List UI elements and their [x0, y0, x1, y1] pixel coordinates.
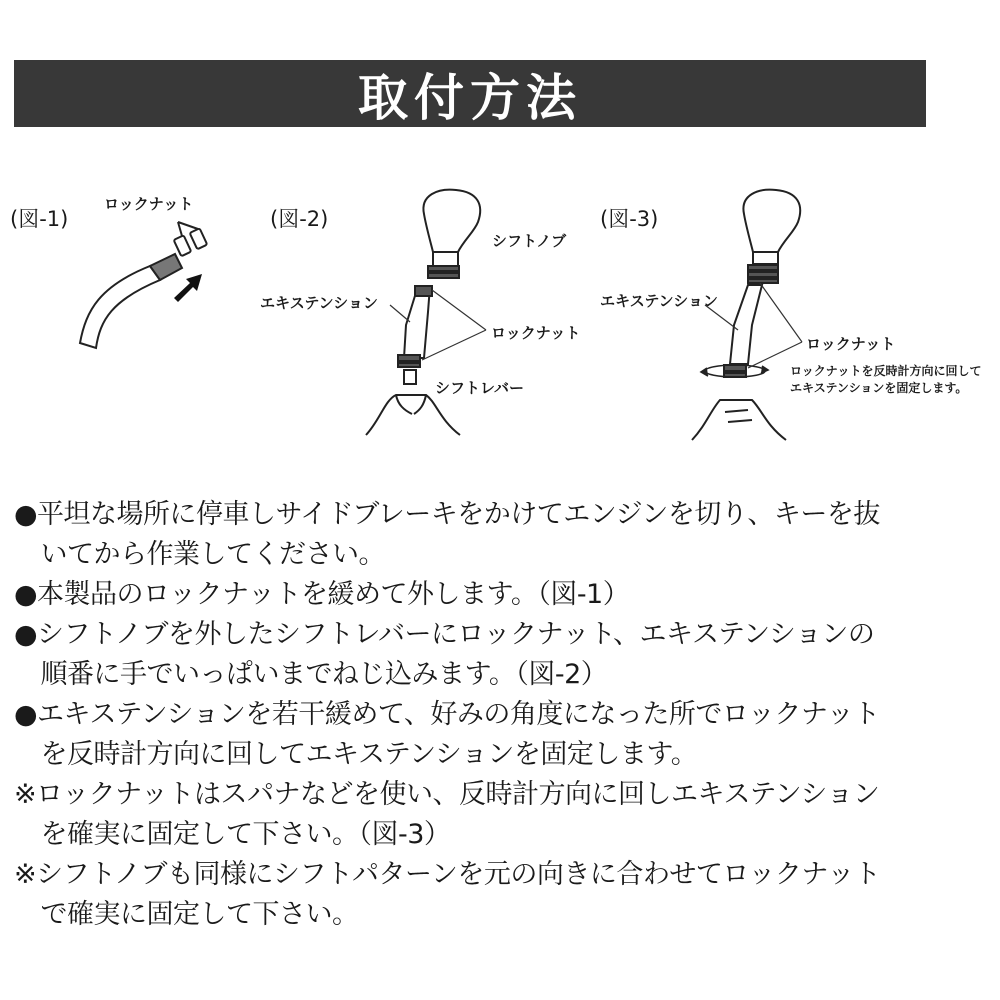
fig3-extension-label: エキステンション — [600, 292, 718, 310]
instruction-line: ●本製品のロックナットを緩めて外します。（図-1） — [14, 579, 630, 610]
fig3-locknut-label: ロックナット — [806, 335, 896, 353]
fig3-extension — [724, 285, 762, 377]
instruction-line: ●エキステンションを若干緩めて、好みの角度になった所でロックナット — [14, 699, 880, 730]
instruction-line: いてから作業してください。 — [14, 539, 385, 570]
fig3-note-line-2: エキステンションを固定します。 — [790, 381, 968, 395]
instruction-line: ●シフトノブを外したシフトレバーにロックナット、エキステンションの — [14, 619, 875, 650]
instruction-line: ※シフトノブも同様にシフトパターンを元の向きに合わせてロックナット — [14, 859, 881, 890]
instruction-line: を反時計方向に回してエキステンションを固定します。 — [14, 739, 698, 770]
fig2-shift-lever-label: シフトレバー — [435, 379, 524, 397]
fig2-extension-label: エキステンション — [260, 294, 378, 312]
installation-diagrams — [0, 0, 1000, 470]
figure-1-label: (図-1) — [10, 207, 69, 231]
page-title: 取付方法 — [358, 68, 582, 127]
fig2-shift-knob — [423, 190, 480, 278]
fig2-shift-boot — [366, 395, 460, 435]
fig2-locknut-label: ロックナット — [491, 324, 581, 342]
fig2-shift-knob-label: シフトノブ — [492, 232, 567, 250]
instruction-line: を確実に固定して下さい。（図-3） — [14, 819, 451, 850]
fig1-locknuts — [174, 222, 208, 256]
instruction-list — [14, 495, 974, 935]
fig1-locknut-label: ロックナット — [104, 195, 194, 213]
instruction-line: ●平坦な場所に停車しサイドブレーキをかけてエンジンを切り、キーを抜 — [14, 499, 880, 530]
instruction-line: で確実に固定して下さい。 — [14, 899, 359, 930]
fig3-shift-boot — [692, 400, 786, 440]
instruction-line: ※ロックナットはスパナなどを使い、反時計方向に回しエキステンション — [14, 779, 880, 810]
figure-3-label: (図-3) — [600, 207, 659, 231]
fig2-extension — [398, 286, 432, 384]
instruction-line: 順番に手でいっぱいまでねじ込みます。（図-2） — [14, 659, 608, 690]
fig1-extension-rod — [80, 254, 182, 348]
fig3-note-line-1: ロックナットを反時計方向に回して — [790, 364, 982, 378]
fig3-shift-knob — [743, 190, 800, 283]
figure-2-label: (図-2) — [270, 207, 329, 231]
fig1-arrow-icon — [174, 274, 202, 302]
